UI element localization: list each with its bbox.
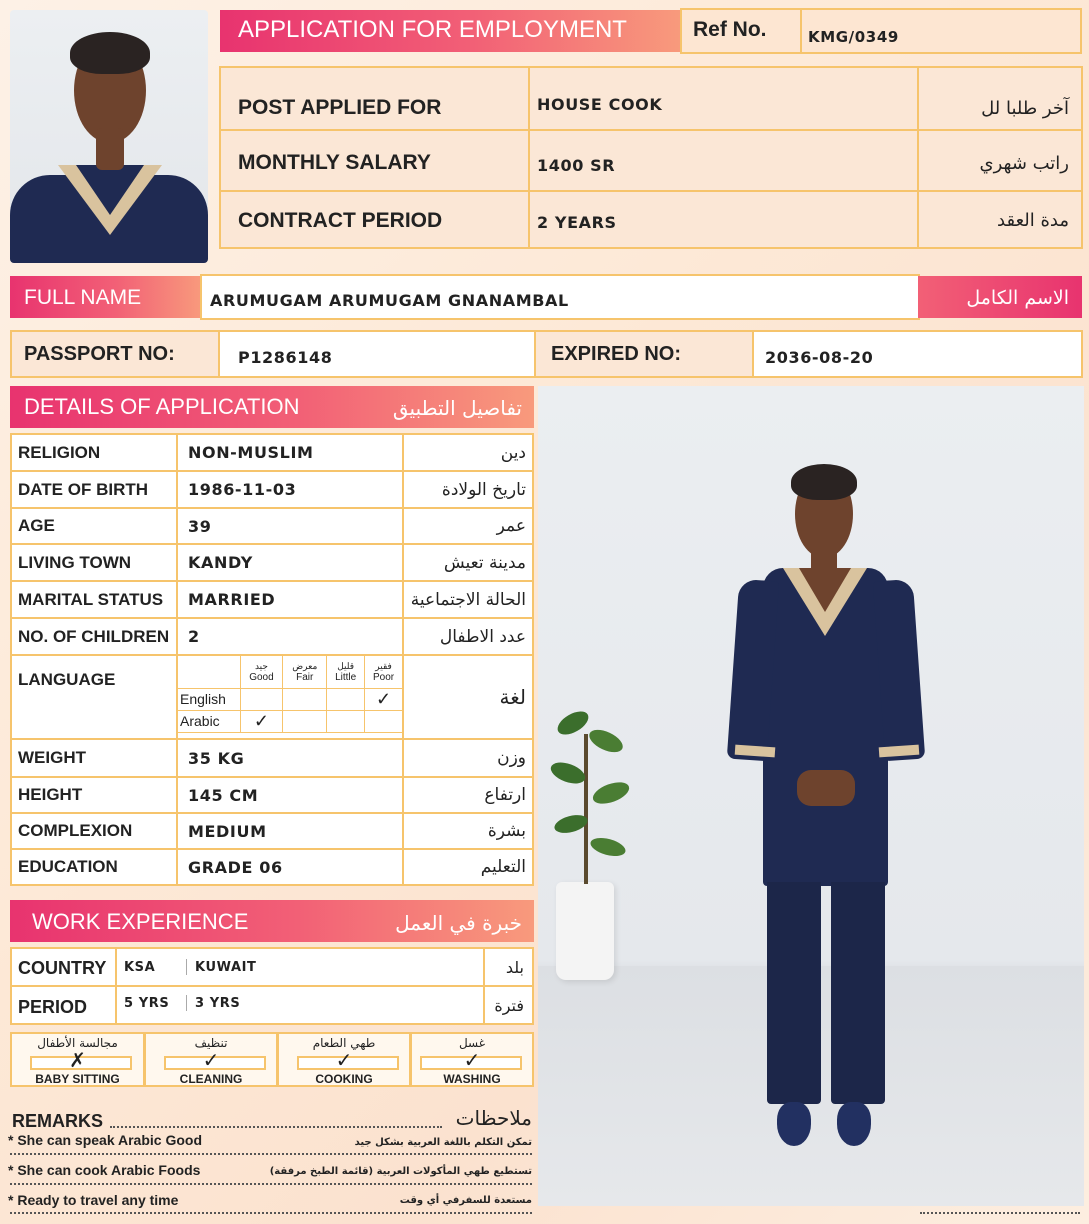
dob-label: DATE OF BIRTH bbox=[11, 471, 177, 508]
level-fair: معرض Fair bbox=[283, 656, 327, 688]
period-1: 5 YRS bbox=[124, 996, 170, 1011]
height-value: 145 CM bbox=[177, 777, 403, 813]
contract-label: CONTRACT PERIOD bbox=[238, 209, 443, 232]
fullname-value: ARUMUGAM ARUMUGAM GNANAMBAL bbox=[210, 291, 569, 310]
person-figure bbox=[733, 464, 923, 1154]
footer-dots bbox=[920, 1212, 1080, 1214]
remarks-label: REMARKS bbox=[12, 1111, 104, 1131]
plant-leaves bbox=[546, 704, 636, 884]
arabic-good-mark: ✓ bbox=[240, 710, 283, 732]
full-body-photo bbox=[538, 386, 1084, 1206]
weight-ar: وزن bbox=[403, 739, 533, 777]
ref-label: Ref No. bbox=[693, 18, 767, 41]
salary-label-ar: راتب شهري bbox=[979, 153, 1069, 174]
education-label: EDUCATION bbox=[11, 849, 177, 885]
town-label: LIVING TOWN bbox=[11, 544, 177, 581]
remark-2-ar: تستطيع طهي المأكولات العربية (قائمة الطبخ مرفقة) bbox=[269, 1166, 532, 1177]
language-grid bbox=[178, 656, 402, 733]
remark-divider bbox=[10, 1183, 532, 1185]
skill-baby-sitting: مجالسة الأطفال ✗ BABY SITTING bbox=[10, 1032, 145, 1087]
english-good-mark bbox=[240, 688, 283, 710]
skill-washing: غسل ✓ WASHING bbox=[410, 1032, 534, 1087]
remarks-dots bbox=[110, 1126, 442, 1128]
work-title: WORK EXPERIENCE bbox=[32, 909, 249, 934]
english-fair-mark bbox=[283, 688, 327, 710]
level-little: قليل Little bbox=[327, 656, 365, 688]
expiry-value: 2036-08-20 bbox=[765, 348, 874, 367]
passport-label: PASSPORT NO: bbox=[24, 343, 175, 365]
country-1: KSA bbox=[124, 960, 156, 975]
salary-label: MONTHLY SALARY bbox=[238, 151, 431, 174]
town-value: KANDY bbox=[177, 544, 403, 581]
children-label: NO. OF CHILDREN bbox=[11, 618, 177, 655]
country-label: COUNTRY bbox=[18, 958, 107, 978]
remark-divider bbox=[10, 1153, 532, 1155]
contract-label-ar: مدة العقد bbox=[997, 210, 1069, 231]
period-ar: فترة bbox=[494, 996, 524, 1015]
arabic-fair-mark bbox=[283, 710, 327, 732]
height-ar: ارتفاع bbox=[403, 777, 533, 813]
level-poor: فقير Poor bbox=[365, 656, 402, 688]
post-label: POST APPLIED FOR bbox=[238, 96, 442, 119]
work-title-ar: خبرة في العمل bbox=[395, 911, 522, 935]
language-grid-cell bbox=[177, 655, 403, 739]
lang-english: English bbox=[178, 688, 240, 710]
remarks-label-ar: ملاحظات bbox=[455, 1106, 532, 1130]
height-label: HEIGHT bbox=[11, 777, 177, 813]
skill-cooking: طهي الطعام ✓ COOKING bbox=[277, 1032, 411, 1087]
salary-value: 1400 SR bbox=[537, 156, 616, 175]
dob-ar: تاريخ الولادة bbox=[403, 471, 533, 508]
skill-mark: ✓ bbox=[335, 1050, 353, 1072]
expiry-label: EXPIRED NO: bbox=[551, 343, 682, 365]
portrait-photo bbox=[10, 10, 208, 263]
religion-value: NON-MUSLIM bbox=[177, 434, 403, 471]
remark-3: * Ready to travel any time bbox=[8, 1192, 179, 1208]
language-ar: لغة bbox=[403, 655, 533, 739]
remark-3-ar: مستعدة للسفرفي أي وقت bbox=[399, 1195, 532, 1206]
lang-arabic: Arabic bbox=[178, 710, 240, 732]
fullname-label: FULL NAME bbox=[24, 286, 142, 309]
skill-mark: ✓ bbox=[463, 1050, 481, 1072]
dob-value: 1986-11-03 bbox=[177, 471, 403, 508]
level-good: جيد Good bbox=[240, 656, 283, 688]
ref-divider bbox=[800, 8, 802, 54]
education-value: GRADE 06 bbox=[177, 849, 403, 885]
period-label: PERIOD bbox=[18, 997, 88, 1017]
complexion-ar: بشرة bbox=[403, 813, 533, 849]
language-label: LANGUAGE bbox=[11, 655, 177, 739]
english-little-mark bbox=[327, 688, 365, 710]
remark-1-ar: تمكن التكلم باللغة العربية بشكل جيد bbox=[354, 1137, 532, 1148]
fullname-label-ar: الاسم الكامل bbox=[966, 287, 1069, 309]
religion-ar: دين bbox=[403, 434, 533, 471]
period-2: 3 YRS bbox=[195, 996, 241, 1011]
complexion-value: MEDIUM bbox=[177, 813, 403, 849]
education-ar: التعليم bbox=[403, 849, 533, 885]
country-ar: بلد bbox=[505, 958, 524, 977]
town-ar: مدينة تعيش bbox=[403, 544, 533, 581]
children-value: 2 bbox=[177, 618, 403, 655]
details-table bbox=[10, 433, 534, 886]
complexion-label: COMPLEXION bbox=[11, 813, 177, 849]
religion-label: RELIGION bbox=[11, 434, 177, 471]
skill-mark: ✓ bbox=[202, 1050, 220, 1072]
post-label-ar: آخر طلبا لل bbox=[981, 98, 1069, 119]
weight-label: WEIGHT bbox=[11, 739, 177, 777]
children-ar: عدد الاطفال bbox=[403, 618, 533, 655]
english-poor-mark: ✓ bbox=[365, 688, 402, 710]
arabic-poor-mark bbox=[365, 710, 402, 732]
skill-cleaning: تنظيف ✓ CLEANING bbox=[144, 1032, 278, 1087]
arabic-little-mark bbox=[327, 710, 365, 732]
passport-value: P1286148 bbox=[238, 348, 333, 367]
age-ar: عمر bbox=[403, 508, 533, 544]
age-label: AGE bbox=[11, 508, 177, 544]
remark-1: * She can speak Arabic Good bbox=[8, 1132, 202, 1148]
skill-mark: ✗ bbox=[69, 1050, 86, 1072]
contract-value: 2 YEARS bbox=[537, 213, 617, 232]
post-value: HOUSE COOK bbox=[537, 95, 663, 114]
country-2: KUWAIT bbox=[195, 960, 257, 975]
details-title: DETAILS OF APPLICATION bbox=[24, 394, 300, 419]
remark-divider bbox=[10, 1212, 532, 1214]
form-title: APPLICATION FOR EMPLOYMENT bbox=[238, 16, 627, 43]
ref-value: KMG/0349 bbox=[808, 28, 899, 46]
weight-value: 35 KG bbox=[177, 739, 403, 777]
marital-label: MARITAL STATUS bbox=[11, 581, 177, 618]
age-value: 39 bbox=[177, 508, 403, 544]
marital-ar: الحالة الاجتماعية bbox=[403, 581, 533, 618]
details-title-ar: تفاصيل التطبيق bbox=[392, 396, 522, 420]
marital-value: MARRIED bbox=[177, 581, 403, 618]
plant-pot bbox=[556, 882, 614, 980]
remark-2: * She can cook Arabic Foods bbox=[8, 1162, 201, 1178]
